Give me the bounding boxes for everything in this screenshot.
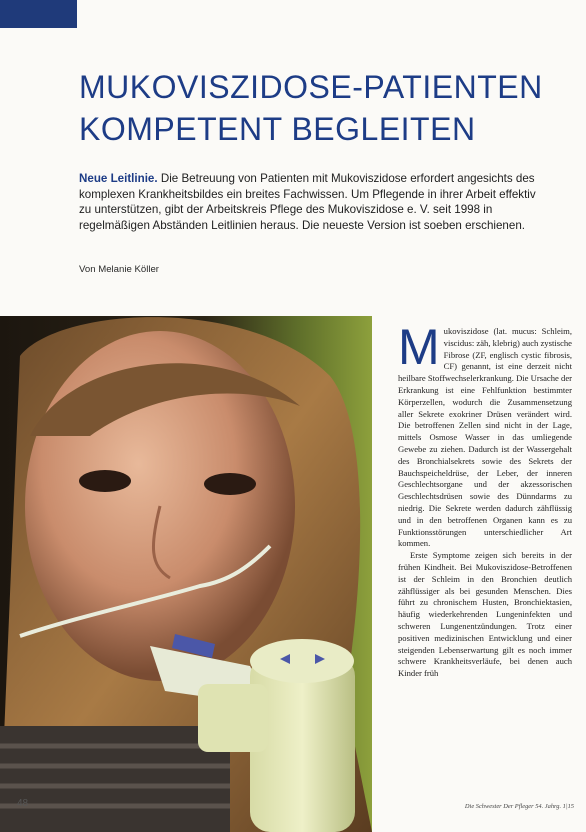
drop-cap: M <box>398 319 440 375</box>
section-color-bar <box>0 0 77 28</box>
page-number: 48 <box>17 798 29 809</box>
article-photo <box>0 316 372 832</box>
intro-text: Die Betreuung von Patienten mit Mukoviszidose erfordert angesichts des komplexen Krankheitsbildes ein breites Fachwissen. Um Pflegende in ihrer Arbeit effektiv zu unterstützen, gibt der Arbeitskreis Pflege des Mukoviszidose e. V. seit 1998 in regelmäßigen Abständen Leitlinien heraus. Die neueste Version ist soeben erschienen. <box>79 172 536 232</box>
headline-line-2: KOMPETENT BEGLEITEN <box>79 111 476 147</box>
paragraph-1-text: ukoviszidose (lat. mucus: Schleim, viscidus: zäh, klebrig) auch zystische Fibrose (ZF, englisch cystic fibrosis, CF) genannt, ist eine derzeit nicht heilbare Stoffwechselerkrankung. Die Ursache der Erkrankung ist eine Fehlfunktion bestimmter Körperzellen, wodurch die Zusammensetzung aller Sekrete exokriner Drüsen verändert wird. Die betroffenen Zellen sind nicht in der Lage, mittels Osmose Wasser in das umliegende Gewebe zu ziehen. Dadurch ist der Wassergehalt des Bronchialsekrets sowie des Sekrets der Bauchspeicheldrüse, der Leber, der inneren Geschlechtsorgane und der akzessorischen Geschlechtsdrüsen sowie des Dünndarms zu niedrig. Die Sekrete werden dadurch zähflüssig und in den betroffenen Organen kann es zu Funktionsstörungen unterschiedlicher Art kommen. <box>398 326 572 549</box>
intro-lead: Neue Leitlinie. <box>79 172 158 185</box>
author-byline: Von Melanie Köller <box>79 264 159 275</box>
headline-line-1: MUKOVISZIDOSE-PATIENTEN <box>79 69 543 105</box>
article-paragraph-2: Erste Symptome zeigen sich bereits in der frühen Kindheit. Bei Mukoviszidose-Betroffenen ist der Schleim in den Bronchien deutlich zähflüssiger als bei gesunden Menschen. Dies führt zu chronischem Husten, Bronchiektasien, häufig wiederkehrenden Lungeninfekten und schweren Lungenentzündungen. Trotz einer positiven medizinischen Entwicklung und einer steigenden Lebenserwartung gilt es noch immer schwere Krankheitsverläufe, bei denen auch Kinder früh <box>398 550 572 679</box>
publication-source: Die Schwester Der Pfleger 54. Jahrg. 1|15 <box>464 803 574 810</box>
article-paragraph-1 <box>398 319 572 550</box>
article-body <box>398 319 572 680</box>
article-intro <box>79 171 539 233</box>
photo-illustration <box>0 316 372 832</box>
article-headline <box>79 66 569 150</box>
